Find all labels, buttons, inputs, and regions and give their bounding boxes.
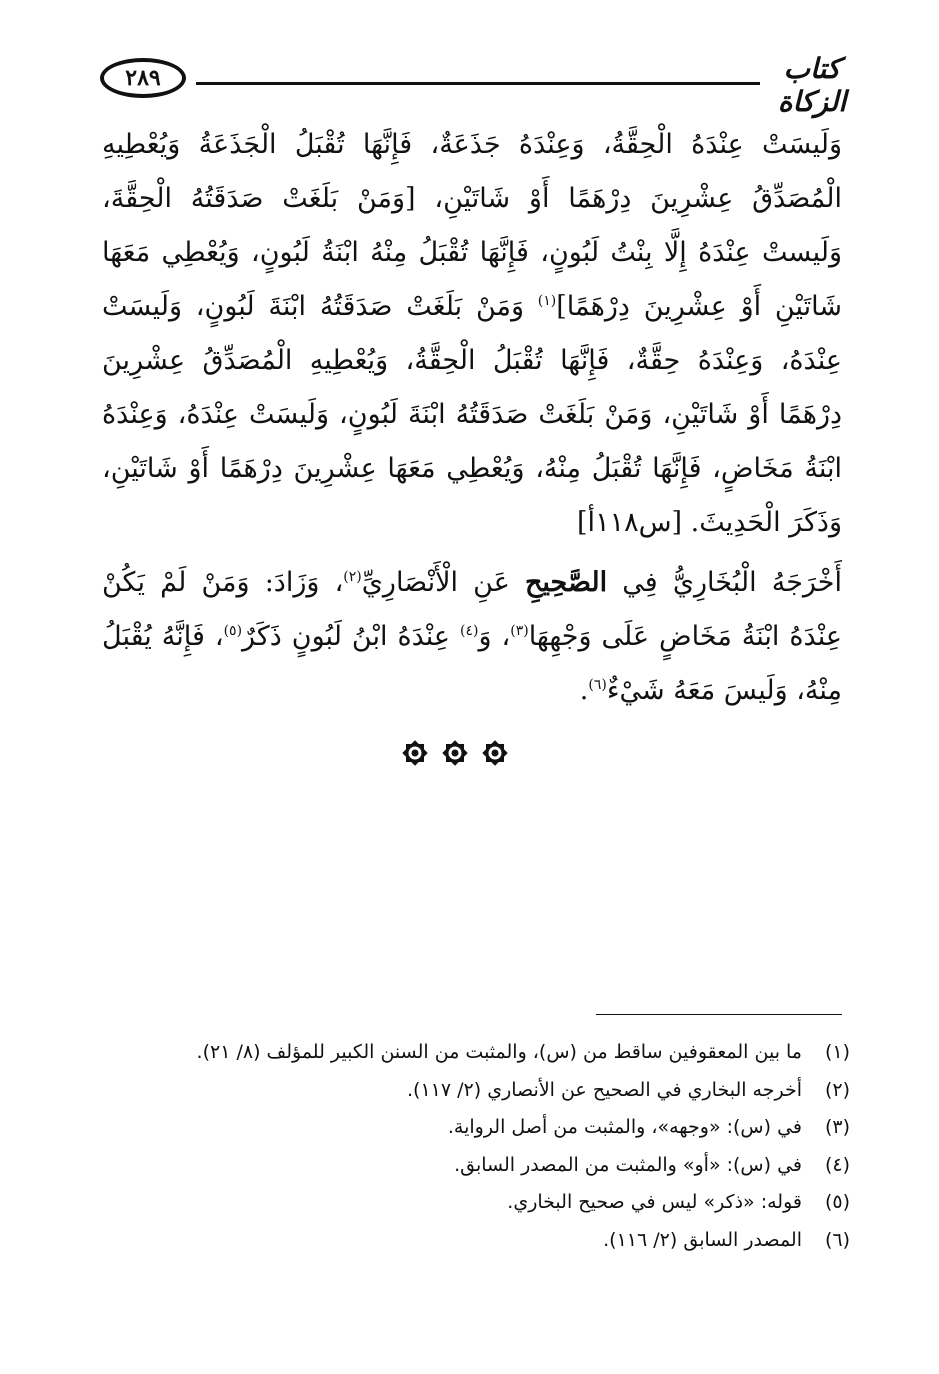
p2-text-e: عِنْدَهُ ابْنُ لَبُونٍ ذَكَرٌ [242,621,461,652]
footnote-text: المصدر السابق (٢/ ١١٦). [603,1228,802,1251]
page-header [100,52,860,118]
footnote-text: في (س): «وجهه»، والمثبت من أصل الرواية. [447,1116,802,1138]
page-number: ٢٨٩ [125,65,161,91]
footnote-ref-1[interactable]: (١) [537,293,557,309]
p2-text-a: أَخْرَجَهُ الْبُخَارِيُّ فِي [607,567,842,598]
footnote-ref-4[interactable]: (٤) [460,623,479,639]
footnote-item [150,1109,850,1147]
footnote-ref-3[interactable]: (٣) [510,623,529,639]
footnote-item [150,1222,850,1260]
paragraph-2 [102,556,842,718]
main-text [102,118,842,718]
footnotes [150,1034,850,1259]
footnote-item [150,1034,850,1072]
page-number-badge [100,58,186,98]
footnote-text: قوله: «ذكر» ليس في صحيح البخاري. [507,1191,802,1213]
footnote-number: (١) [824,1041,850,1063]
p2-text-d: ، وَ [478,621,511,652]
book-title: كتاب الزكاة [777,52,847,118]
footnote-ref-5[interactable]: (٥) [223,623,243,639]
footnote-ref-2[interactable]: (٢) [343,569,362,585]
paragraph-1 [102,118,842,550]
footnote-number: (٢) [824,1078,850,1101]
footnote-number: (٥) [824,1191,850,1213]
ornament-star-icon [480,738,510,768]
footnote-number: (٣) [824,1116,850,1138]
ornament-star-icon [400,738,430,768]
footnote-item [150,1184,850,1222]
p2-text-f: ، فَإِنَّهُ يُقْبَلُ مِنْهُ، وَلَيسَ مَعَهُ شَيْءٌ [102,621,842,706]
footnote-text: أخرجه البخاري في الصحيح عن الأنصاري (٢/ ١١٧). [407,1078,802,1101]
footnote-separator [596,1014,842,1015]
footnote-item [150,1072,850,1110]
p2-text-c: ، وَزَادَ: وَمَنْ لَمْ يَكُنْ عِنْدَهُ ابْنَةُ مَخَاضٍ عَلَى وَجْهِهَا [102,567,842,652]
p2-text-b: عَنِ الْأَنْصَارِيِّ [361,567,525,598]
footnote-number: (٦) [824,1228,850,1251]
ornament-star-icon [440,738,470,768]
p2-book-name: الصَّحِيحِ [524,567,608,598]
p1-text-b: وَمَنْ بَلَغَتْ صَدَقَتُهُ ابْنَةَ لَبُونٍ، وَلَيسَتْ عِنْدَهُ، وَعِنْدَهُ حِقَّةٌ، فَإِنَّهَا تُقْبَلُ الْحِقَّةُ، وَيُعْطِيهِ الْمُصَدِّقُ عِشْرِينَ دِرْهَمًا أَوْ شَاتَيْنِ، وَمَنْ بَلَغَتْ صَدَقَتُهُ ابْنَةَ لَبُونٍ، وَلَيسَتْ عِنْدَهُ، وَعِنْدَهُ ابْنَةُ مَخَاضٍ، فَإِنَّهَا تُقْبَلُ مِنْهُ، وَيُعْطِي مَعَهَا عِشْرِينَ دِرْهَمًا أَوْ شَاتَيْنِ، وَذَكَرَ الْحَدِيثَ. [س١١٨أ] [102,291,842,538]
section-ornament [400,733,510,773]
p2-text-g: . [579,675,589,706]
footnote-item [150,1147,850,1185]
p1-text-a: وَلَيسَتْ عِنْدَهُ الْحِقَّةُ، وَعِنْدَهُ جَذَعَةٌ، فَإِنَّهَا تُقْبَلُ الْجَذَعَةُ وَيُعْطِيهِ الْمُصَدِّقُ عِشْرِينَ دِرْهَمًا أَوْ شَاتَيْنِ، [وَمَنْ بَلَغَتْ صَدَقَتُهُ الْحِقَّةَ، وَلَيستْ عِنْدَهُ إِلَّا بِنْتُ لَبُونٍ، فَإِنَّهَا تُقْبَلُ مِنْهُ ابْنَةُ لَبُونٍ، وَيُعْطِي مَعَهَا شَاتَيْنِ أَوْ عِشْرِينَ دِرْهَمًا] [102,129,843,322]
footnote-number: (٤) [824,1153,850,1176]
footnote-ref-6[interactable]: (٦) [588,677,607,693]
header-rule [196,82,760,85]
footnote-text: في (س): «أو» والمثبت من المصدر السابق. [454,1153,802,1176]
footnote-text: ما بين المعقوفين ساقط من (س)، والمثبت من السنن الكبير للمؤلف (٨/ ٢١). [196,1041,802,1063]
